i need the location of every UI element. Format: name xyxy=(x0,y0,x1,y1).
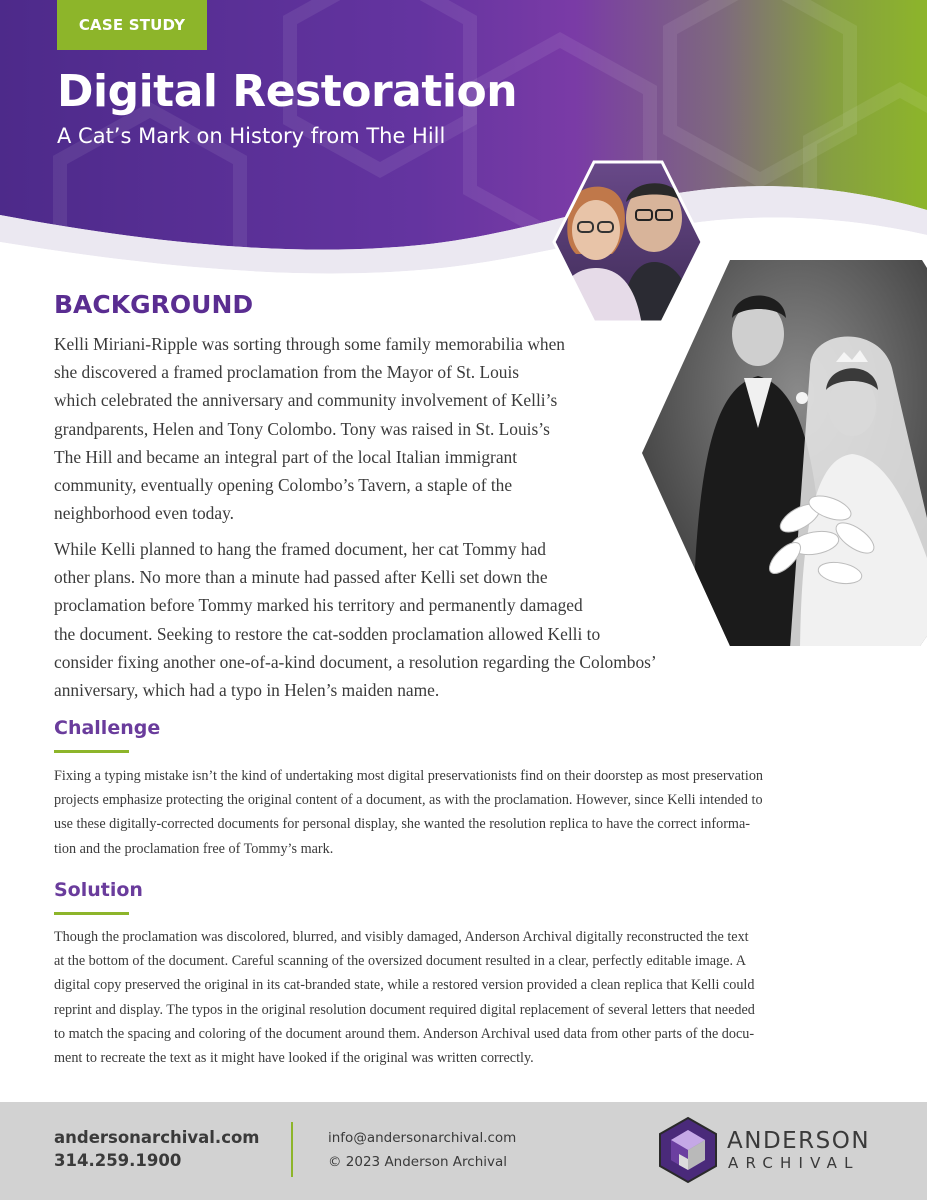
text-line: digital copy preserved the original in its cat-branded state, while a restored version provided a clean replica that Kelli could xyxy=(54,977,755,994)
text-line: the document. Seeking to restore the cat-sodden proclamation allowed Kelli to xyxy=(54,623,601,644)
challenge-heading: Challenge xyxy=(54,717,161,739)
text-line: community, eventually opening Colombo’s Tavern, a staple of the xyxy=(54,475,513,496)
solution-heading: Solution xyxy=(54,879,143,901)
logo-wordmark-bottom: ARCHIVAL xyxy=(728,1154,860,1172)
background-paragraph-2 xyxy=(54,535,694,704)
text-line: use these digitally-corrected documents for personal display, she wanted the resolution replica to have the correct informa- xyxy=(54,816,750,833)
text-line: she discovered a framed proclamation from the Mayor of St. Louis xyxy=(54,362,520,383)
solution-underline xyxy=(54,912,129,915)
text-line: projects emphasize protecting the original content of a document, as with the proclamation. However, since Kelli intended to xyxy=(54,792,763,809)
text-line: at the bottom of the document. Careful scanning of the oversized document resulted in a clear, perfectly editable image. A xyxy=(54,953,747,970)
case-study-tag: CASE STUDY xyxy=(57,0,207,50)
text-line: proclamation before Tommy marked his territory and permanently damaged xyxy=(54,595,583,616)
website-link[interactable]: andersonarchival.com xyxy=(54,1128,260,1147)
text-line: The Hill and became an integral part of the local Italian immigrant xyxy=(54,446,518,467)
logo-wordmark-top: ANDERSON xyxy=(727,1128,871,1154)
solution-paragraph xyxy=(54,925,872,1070)
text-line: consider fixing another one-of-a-kind document, a resolution regarding the Colombos’ xyxy=(54,651,657,672)
text-line: Though the proclamation was discolored, blurred, and visibly damaged, Anderson Archival digitally reconstructed the text xyxy=(54,929,749,945)
email-link[interactable]: info@andersonarchival.com xyxy=(328,1130,517,1146)
text-line: While Kelli planned to hang the framed document, her cat Tommy had xyxy=(54,539,547,559)
text-line: reprint and display. The typos in the original resolution document required digital replacement of several letters that needed xyxy=(54,1001,755,1018)
copyright-text: © 2023 Anderson Archival xyxy=(328,1154,508,1170)
challenge-paragraph xyxy=(54,764,872,861)
header-banner xyxy=(0,0,927,290)
text-line: anniversary, which had a typo in Helen’s maiden name. xyxy=(54,680,440,701)
page-title: Digital Restoration xyxy=(57,66,518,117)
page-subtitle: A Cat’s Mark on History from The Hill xyxy=(57,124,446,148)
background-heading: BACKGROUND xyxy=(54,290,254,319)
text-line: to match the spacing and coloring of the document around them. Anderson Archival used data from other parts of the docu- xyxy=(54,1025,755,1042)
text-line: Kelli Miriani-Ripple was sorting through some family memorabilia when xyxy=(54,334,565,354)
text-line: Fixing a typing mistake isn’t the kind of undertaking most digital preservationists find on their doorstep as most preservation xyxy=(54,768,764,784)
background-paragraph-1 xyxy=(54,330,644,527)
footer-divider xyxy=(291,1122,293,1177)
phone-number[interactable]: 314.259.1900 xyxy=(54,1151,182,1170)
text-line: neighborhood even today. xyxy=(54,503,234,524)
text-line: tion and the proclamation free of Tommy’s mark. xyxy=(54,840,334,857)
footer xyxy=(0,1102,927,1200)
challenge-underline xyxy=(54,750,129,753)
text-line: which celebrated the anniversary and community involvement of Kelli’s xyxy=(54,390,558,411)
text-line: ment to recreate the text as it might have looked if the original was written correctly. xyxy=(54,1050,534,1067)
anderson-archival-logo-icon xyxy=(657,1116,719,1184)
text-line: other plans. No more than a minute had passed after Kelli set down the xyxy=(54,567,548,588)
text-line: grandparents, Helen and Tony Colombo. Tony was raised in St. Louis’s xyxy=(54,418,550,439)
